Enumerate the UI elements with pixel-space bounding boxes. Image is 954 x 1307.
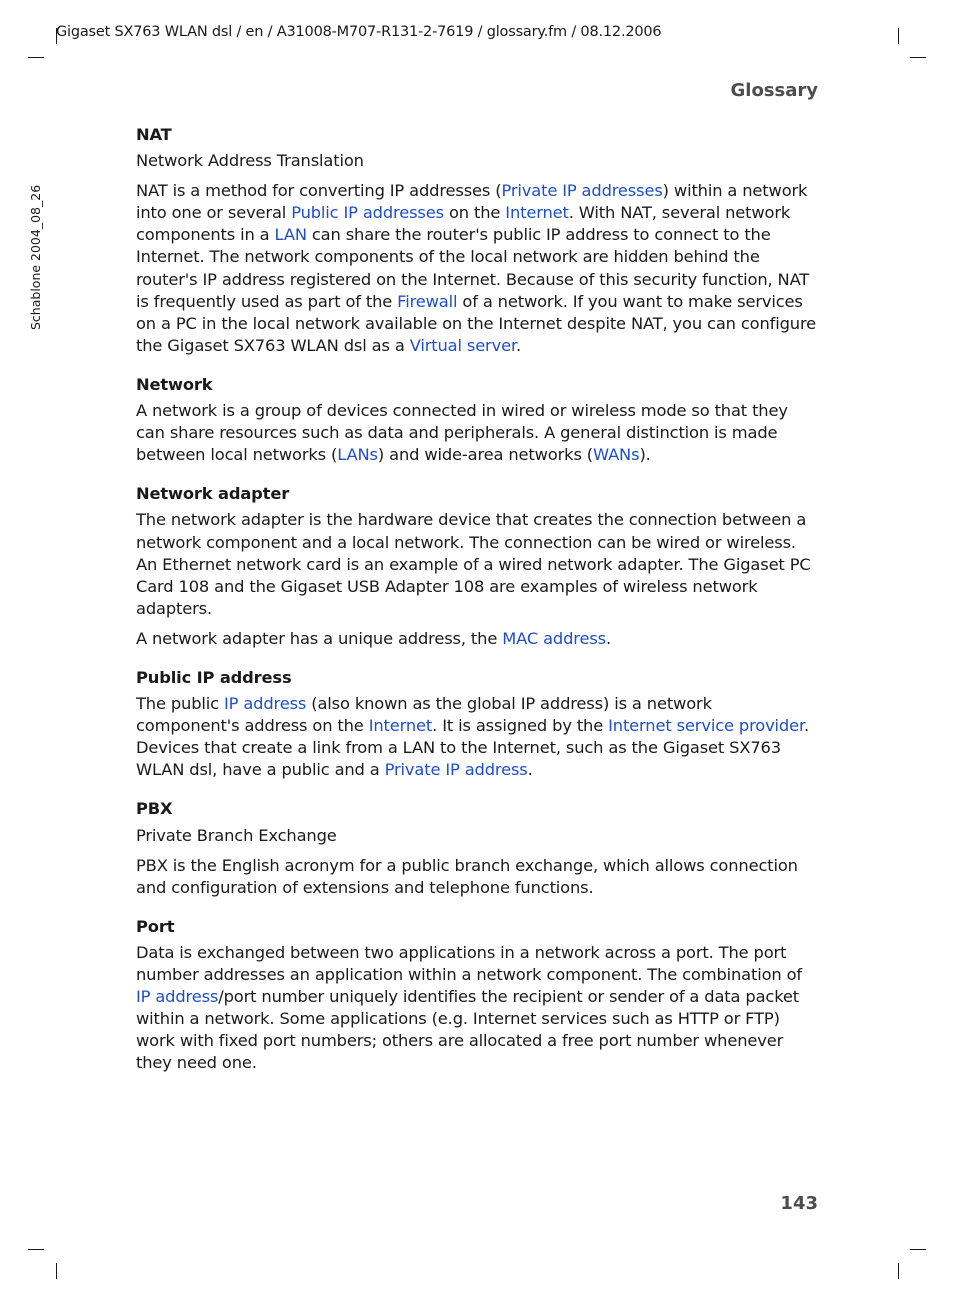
glossary-term: Port (136, 916, 175, 936)
definition-paragraph (136, 509, 820, 619)
glossary-entry (136, 124, 820, 357)
definition-paragraph (136, 693, 820, 781)
definition-text: ) and wide-area networks ( (377, 445, 594, 465)
glossary-entry (136, 667, 820, 781)
definition-text: ). (639, 445, 651, 465)
definition-text: /port number uniquely identifies the recipient or sender of a data packet within a network. Some applications (e.g. Internet services such as HTTP or FTP) work with fixed port numbers; others are allocated a free port number whenever they need one. (136, 987, 799, 1073)
definition-text: ) within a network into one or several (136, 181, 808, 223)
cross-reference-link[interactable]: LANs (337, 445, 378, 465)
definition-text: . (516, 335, 522, 355)
cross-reference-link[interactable]: IP address (223, 694, 307, 714)
page-number: 143 (780, 1193, 818, 1214)
definition-text: (also known as the global IP address) is a network component's address on the (136, 694, 712, 736)
crop-mark (28, 1249, 44, 1250)
definition-text: . It is assigned by the (432, 716, 609, 736)
crop-mark (898, 1263, 899, 1279)
glossary-term: Public IP address (136, 667, 292, 687)
cross-reference-link[interactable]: MAC address (502, 628, 606, 648)
glossary-term: PBX (136, 799, 173, 819)
cross-reference-link[interactable]: Firewall (397, 291, 458, 311)
term-full-form: Network Address Translation (136, 151, 364, 171)
definition-text: The public (136, 694, 224, 714)
glossary-content (136, 124, 820, 1091)
definition-text: PBX is the English acronym for a public branch exchange, which allows connection and configuration of extensions and telephone functions. (136, 855, 798, 897)
glossary-term: NAT (136, 125, 172, 144)
definition-paragraph (136, 400, 820, 466)
cross-reference-link[interactable]: Internet (368, 716, 433, 736)
definition-text: can share the router's public IP address to connect to the Internet. The network components of the local network are hidden behind the router's IP address registered on the Internet. Because of this security function, NAT is frequently used as part of the (136, 225, 810, 311)
cross-reference-link[interactable]: Private IP address (384, 760, 528, 780)
document-header: Gigaset SX763 WLAN dsl / en / A31008-M707-R131-2-7619 / glossary.fm / 08.12.2006 (56, 24, 662, 40)
definition-text: of a network. If you want to make services on a PC in the local network available on the Internet despite NAT, you can configure the Gigaset SX763 WLAN dsl as a (136, 291, 816, 355)
term-full-form: Private Branch Exchange (136, 825, 337, 845)
definition-text: . With NAT, several network components in a (136, 203, 791, 245)
definition-text: on the (443, 203, 506, 223)
definition-paragraph (136, 855, 820, 899)
definition-text: The network adapter is the hardware device that creates the connection between a network component and a local network. The connection can be wired or wireless. An Ethernet network card is an example of a wired network adapter. The Gigaset PC Card 108 and the Gigaset USB Adapter 108 are examples of wireless network adapters. (136, 510, 811, 618)
crop-mark (28, 57, 44, 58)
definition-text: A network is a group of devices connected in wired or wireless mode so that they can share resources such as data and peripherals. A general distinction is made between local networks ( (136, 401, 788, 465)
cross-reference-link[interactable]: Virtual server (409, 335, 517, 355)
definition-paragraph (136, 942, 820, 1075)
cross-reference-link[interactable]: Internet service provider (608, 716, 805, 736)
glossary-entry (136, 483, 820, 650)
glossary-term: Network adapter (136, 484, 290, 504)
crop-mark (910, 57, 926, 58)
definition-text: . Devices that create a link from a LAN to the Internet, such as the Gigaset SX763 WLAN dsl, have a public and a (136, 716, 810, 780)
cross-reference-link[interactable]: Internet (505, 203, 569, 223)
definition-text: . (606, 628, 612, 648)
glossary-entry (136, 916, 820, 1075)
template-label: Schablone 2004_08_26 (28, 184, 43, 330)
cross-reference-link[interactable]: Public IP addresses (291, 203, 444, 223)
cross-reference-link[interactable]: LAN (274, 225, 307, 245)
definition-paragraph (136, 180, 820, 357)
definition-paragraph (136, 628, 820, 650)
crop-mark (56, 1263, 57, 1279)
glossary-entry (136, 798, 820, 898)
cross-reference-link[interactable]: WANs (593, 445, 640, 465)
section-title: Glossary (730, 80, 818, 101)
definition-text: . (527, 760, 533, 780)
glossary-term: Network (136, 374, 213, 394)
crop-mark (898, 28, 899, 44)
definition-text: A network adapter has a unique address, the (136, 628, 503, 648)
cross-reference-link[interactable]: Private IP addresses (501, 181, 663, 201)
glossary-entry (136, 374, 820, 466)
definition-text: NAT is a method for converting IP addresses ( (136, 181, 502, 201)
crop-mark (910, 1249, 926, 1250)
definition-text: Data is exchanged between two applications in a network across a port. The port number addresses an application within a network component. The combination of (136, 942, 803, 984)
cross-reference-link[interactable]: IP address (136, 987, 219, 1007)
